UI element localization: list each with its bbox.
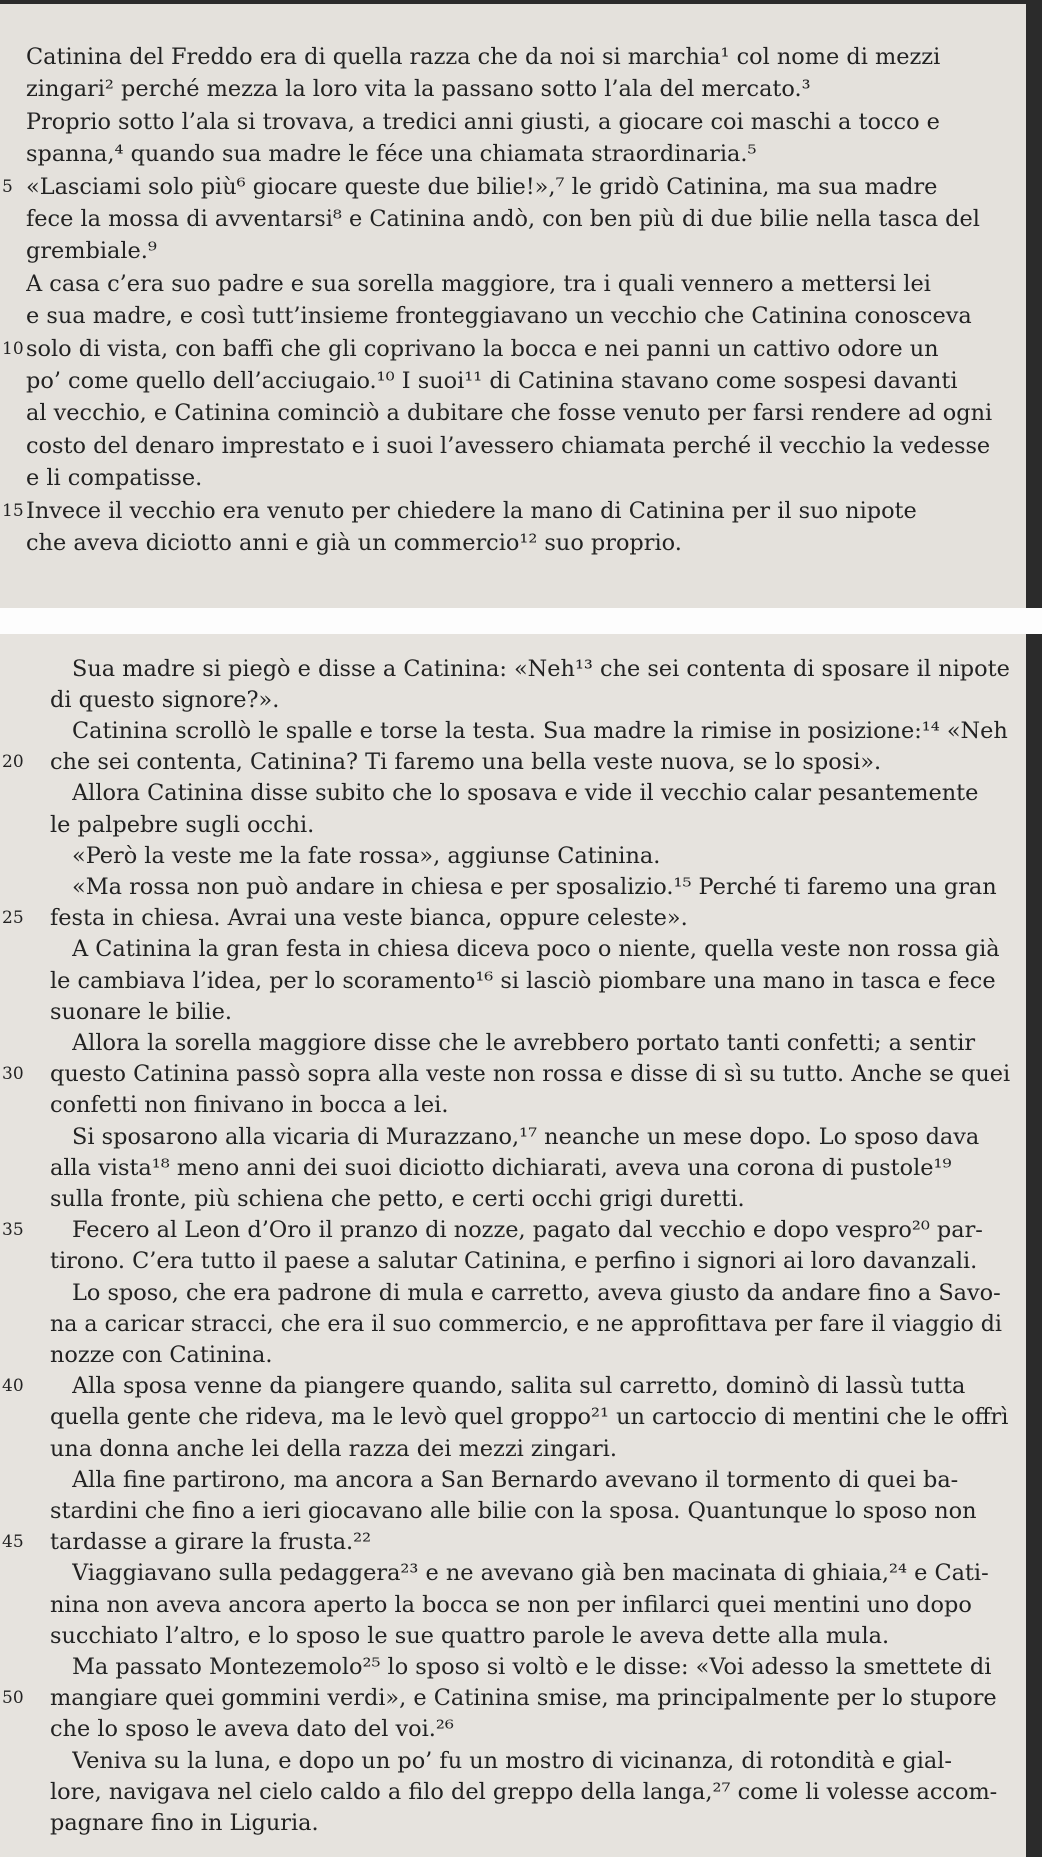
line-number: 10 [2, 339, 24, 359]
text-line: solo di vista, con baffi che gli coprivano la bocca e nei panni un cattivo odore un [26, 336, 939, 362]
text-line: quella gente che rideva, ma le levò quel groppo²¹ un cartoccio di mentini che le offrì [50, 1404, 1009, 1430]
line-number: 45 [2, 1532, 24, 1552]
text-line: «Però la veste me la fate rossa», aggiunse Catinina. [72, 843, 661, 869]
text-line: grembiale.⁹ [26, 238, 157, 264]
line-number: 50 [2, 1688, 24, 1708]
line-number: 35 [2, 1220, 24, 1240]
text-line: Alla fine partirono, ma ancora a San Bernardo avevano il tormento di quei ba- [72, 1467, 959, 1493]
text-line: «Lasciami solo più⁶ giocare queste due bilie!»,⁷ le gridò Catinina, ma sua madre [26, 174, 938, 200]
line-number: 20 [2, 752, 24, 772]
text-line: Fecero al Leon d’Oro il pranzo di nozze, pagato dal vecchio e dopo vespro²⁰ par- [72, 1217, 983, 1243]
text-line: e sua madre, e così tutt’insieme fronteggiavano un vecchio che Catinina conosceva [26, 303, 972, 329]
text-line: Invece il vecchio era venuto per chiedere la mano di Catinina per il suo nipote [26, 498, 917, 524]
text-line: Allora la sorella maggiore disse che le avrebbero portato tanti confetti; a sentir [72, 1030, 976, 1056]
line-number: 15 [2, 501, 24, 521]
text-line: le cambiava l’idea, per lo scoramento¹⁶ si lasciò piombare una mano in tasca e fece [50, 968, 996, 994]
text-line: costo del denaro imprestato e i suoi l’avessero chiamata perché il vecchio la vedesse [26, 433, 991, 459]
text-line: che lo sposo le aveva dato del voi.²⁶ [50, 1716, 454, 1742]
text-line: sulla fronte, più schiena che petto, e certi occhi grigi duretti. [50, 1186, 745, 1212]
book-page-bottom [0, 634, 1026, 1857]
text-line: Lo sposo, che era padrone di mula e carretto, aveva giusto da andare fino a Savo- [72, 1280, 1001, 1306]
text-line: Veniva su la luna, e dopo un po’ fu un mostro di vicinanza, di rotondità e gial- [72, 1748, 952, 1774]
text-line: nina non aveva ancora aperto la bocca se non per infilarci quei mentini uno dopo [50, 1592, 972, 1618]
text-line: nozze con Catinina. [50, 1342, 273, 1368]
text-line: na a caricar stracci, che era il suo commercio, e ne approfittava per fare il viaggio di [50, 1311, 1002, 1337]
text-line: pagnare fino in Liguria. [50, 1810, 319, 1836]
text-line: alla vista¹⁸ meno anni dei suoi diciotto dichiarati, aveva una corona di pustole¹⁹ [50, 1155, 952, 1181]
text-line: confetti non finivano in bocca a lei. [50, 1092, 449, 1118]
text-line: questo Catinina passò sopra alla veste non rossa e disse di sì su tutto. Anche se quei [50, 1061, 1011, 1087]
text-line: e li compatisse. [26, 465, 203, 491]
text-line: festa in chiesa. Avrai una veste bianca, oppure celeste». [50, 905, 688, 931]
text-line: le palpebre sugli occhi. [50, 812, 315, 838]
text-line: Catinina scrollò le spalle e torse la testa. Sua madre la rimise in posizione:¹⁴ «Neh [72, 718, 1008, 744]
text-line: fece la mossa di avventarsi⁸ e Catinina andò, con ben più di due bilie nella tasca del [26, 206, 980, 232]
text-line: tirono. C’era tutto il paese a salutar Catinina, e perfino i signori ai loro davanzali. [50, 1248, 978, 1274]
line-number: 40 [2, 1376, 24, 1396]
text-line: spanna,⁴ quando sua madre le féce una chiamata straordinaria.⁵ [26, 141, 757, 167]
text-line: po’ come quello dell’acciugaio.¹⁰ I suoi¹¹ di Catinina stavano come sospesi davanti [26, 368, 958, 394]
text-line: Si sposarono alla vicaria di Murazzano,¹⁷ neanche un mese dopo. Lo sposo dava [72, 1124, 980, 1150]
line-number: 30 [2, 1064, 24, 1084]
text-line: che aveva diciotto anni e già un commercio¹² suo proprio. [26, 530, 682, 556]
text-line: suonare le bilie. [50, 999, 232, 1025]
text-line: succhiato l’altro, e lo sposo le sue quattro parole le aveva dette alla mula. [50, 1623, 890, 1649]
line-number: 5 [2, 177, 13, 197]
book-page-top [0, 4, 1026, 608]
text-line: mangiare quei gommini verdi», e Catinina smise, ma principalmente per lo stupore [50, 1685, 997, 1711]
text-line: tardasse a girare la frusta.²² [50, 1529, 372, 1555]
text-line: al vecchio, e Catinina cominciò a dubitare che fosse venuto per farsi rendere ad ogni [26, 400, 993, 426]
line-number: 25 [2, 908, 24, 928]
text-line: Viaggiavano sulla pedaggera²³ e ne avevano già ben macinata di ghiaia,²⁴ e Cati- [72, 1560, 989, 1586]
page-gap [0, 608, 1042, 634]
text-line: A casa c’era suo padre e sua sorella maggiore, tra i quali vennero a mettersi lei [26, 271, 931, 297]
text-line: di questo signore?». [50, 687, 280, 713]
text-line: A Catinina la gran festa in chiesa diceva poco o niente, quella veste non rossa già [72, 936, 1000, 962]
text-line: Catinina del Freddo era di quella razza che da noi si marchia¹ col nome di mezzi [26, 44, 941, 70]
text-line: che sei contenta, Catinina? Ti faremo una bella veste nuova, se lo sposi». [50, 749, 882, 775]
text-line: «Ma rossa non può andare in chiesa e per sposalizio.¹⁵ Perché ti faremo una gran [72, 874, 997, 900]
text-line: Proprio sotto l’ala si trovava, a tredici anni giusti, a giocare coi maschi a tocco e [26, 109, 940, 135]
text-line: zingari² perché mezza la loro vita la passano sotto l’ala del mercato.³ [26, 76, 811, 102]
text-line: una donna anche lei della razza dei mezzi zingari. [50, 1436, 617, 1462]
text-line: Sua madre si piegò e disse a Catinina: «Neh¹³ che sei contenta di sposare il nipote [72, 656, 1010, 682]
text-line: Allora Catinina disse subito che lo sposava e vide il vecchio calar pesantemente [72, 780, 979, 806]
text-line: Alla sposa venne da piangere quando, salita sul carretto, dominò di lassù tutta [72, 1373, 966, 1399]
text-line: lore, navigava nel cielo caldo a filo del greppo della langa,²⁷ come li volesse accom- [50, 1779, 998, 1805]
text-line: Ma passato Montezemolo²⁵ lo sposo si voltò e le disse: «Voi adesso la smettete di [72, 1654, 992, 1680]
text-line: stardini che fino a ieri giocavano alle bilie con la sposa. Quantunque lo sposo non [50, 1498, 977, 1524]
